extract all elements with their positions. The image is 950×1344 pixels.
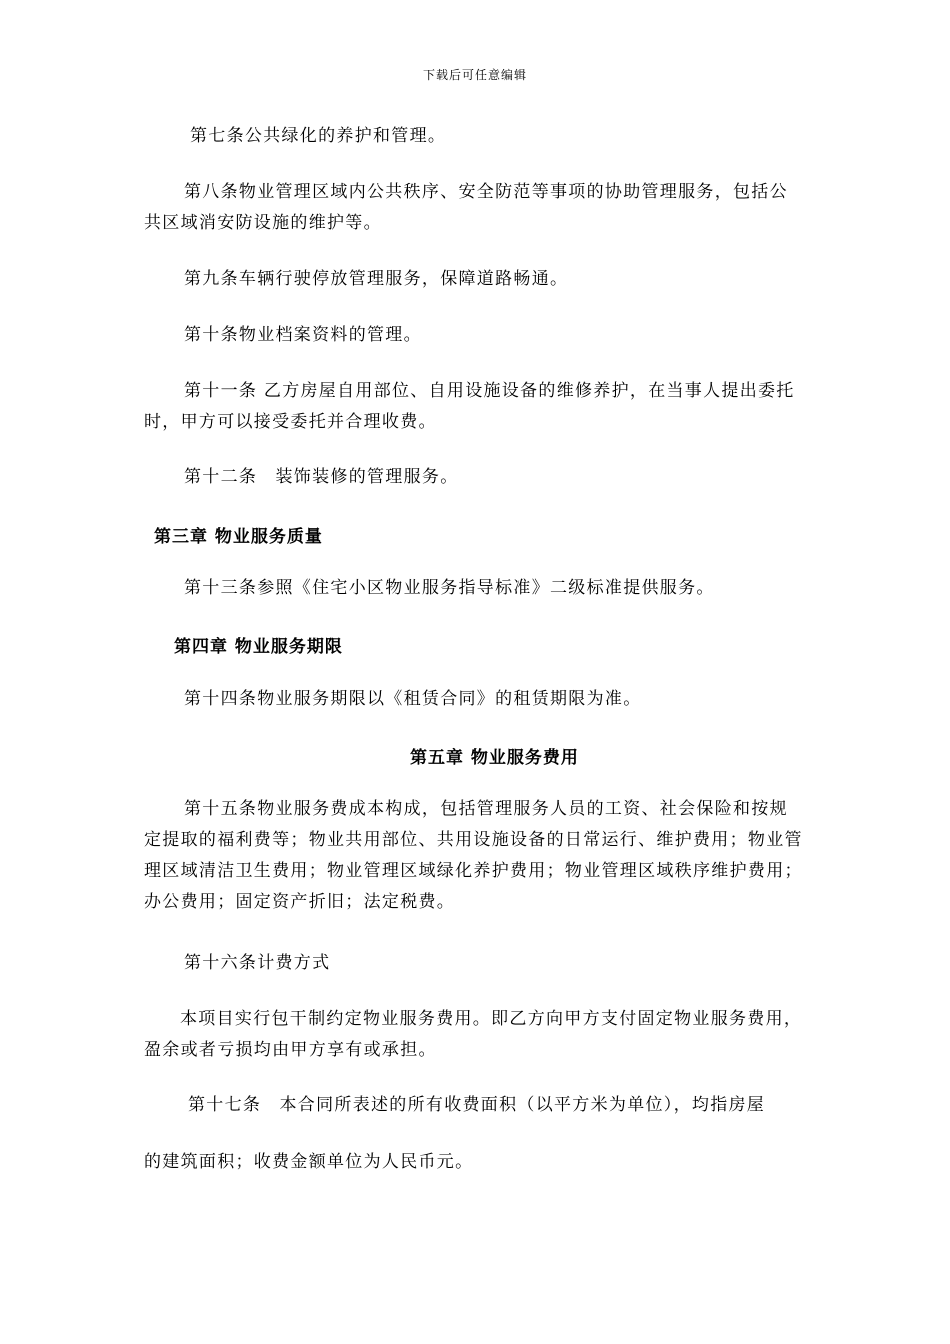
article-10: 第十条物业档案资料的管理。: [184, 325, 422, 345]
article-12: 第十二条 装饰装修的管理服务。: [184, 467, 459, 487]
article-17-line-1: 第十七条 本合同所表述的所有收费面积（以平方米为单位），均指房屋: [188, 1095, 766, 1115]
article-7: 第七条公共绿化的养护和管理。: [190, 126, 447, 146]
article-14: 第十四条物业服务期限以《租赁合同》的租赁期限为准。: [184, 689, 642, 709]
article-16: 第十六条计费方式: [184, 953, 331, 973]
header-note: 下载后可任意编辑: [422, 68, 527, 82]
article-9: 第九条车辆行驶停放管理服务，保障道路畅通。: [184, 269, 569, 289]
article-16-body: 本项目实行包干制约定物业服务费用。即乙方向甲方支付固定物业服务费用，盈余或者亏损均由甲方享有或承担。: [144, 1009, 803, 1060]
article-8: 第八条物业管理区域内公共秩序、安全防范等事项的协助管理服务，包括公共区域消安防设施的维护等。: [144, 182, 788, 233]
chapter-5-heading: 第五章 物业服务费用: [410, 748, 579, 768]
article-15: 第十五条物业服务费成本构成，包括管理服务人员的工资、社会保险和按规定提取的福利费等；物业共用部位、共用设施设备的日常运行、维护费用；物业管理区域清洁卫生费用；物业管理区域绿化养护费用；物业管理区域秩序维护费用；办公费用；固定资产折旧；法定税费。: [144, 799, 803, 912]
article-17-line-2: 的建筑面积；收费金额单位为人民币元。: [144, 1152, 474, 1172]
article-11: 第十一条 乙方房屋自用部位、自用设施设备的维修养护，在当事人提出委托时，甲方可以接受委托并合理收费。: [144, 381, 795, 432]
chapter-3-heading: 第三章 物业服务质量: [154, 527, 323, 547]
article-13: 第十三条参照《住宅小区物业服务指导标准》二级标准提供服务。: [184, 578, 715, 598]
chapter-4-heading: 第四章 物业服务期限: [174, 637, 343, 657]
